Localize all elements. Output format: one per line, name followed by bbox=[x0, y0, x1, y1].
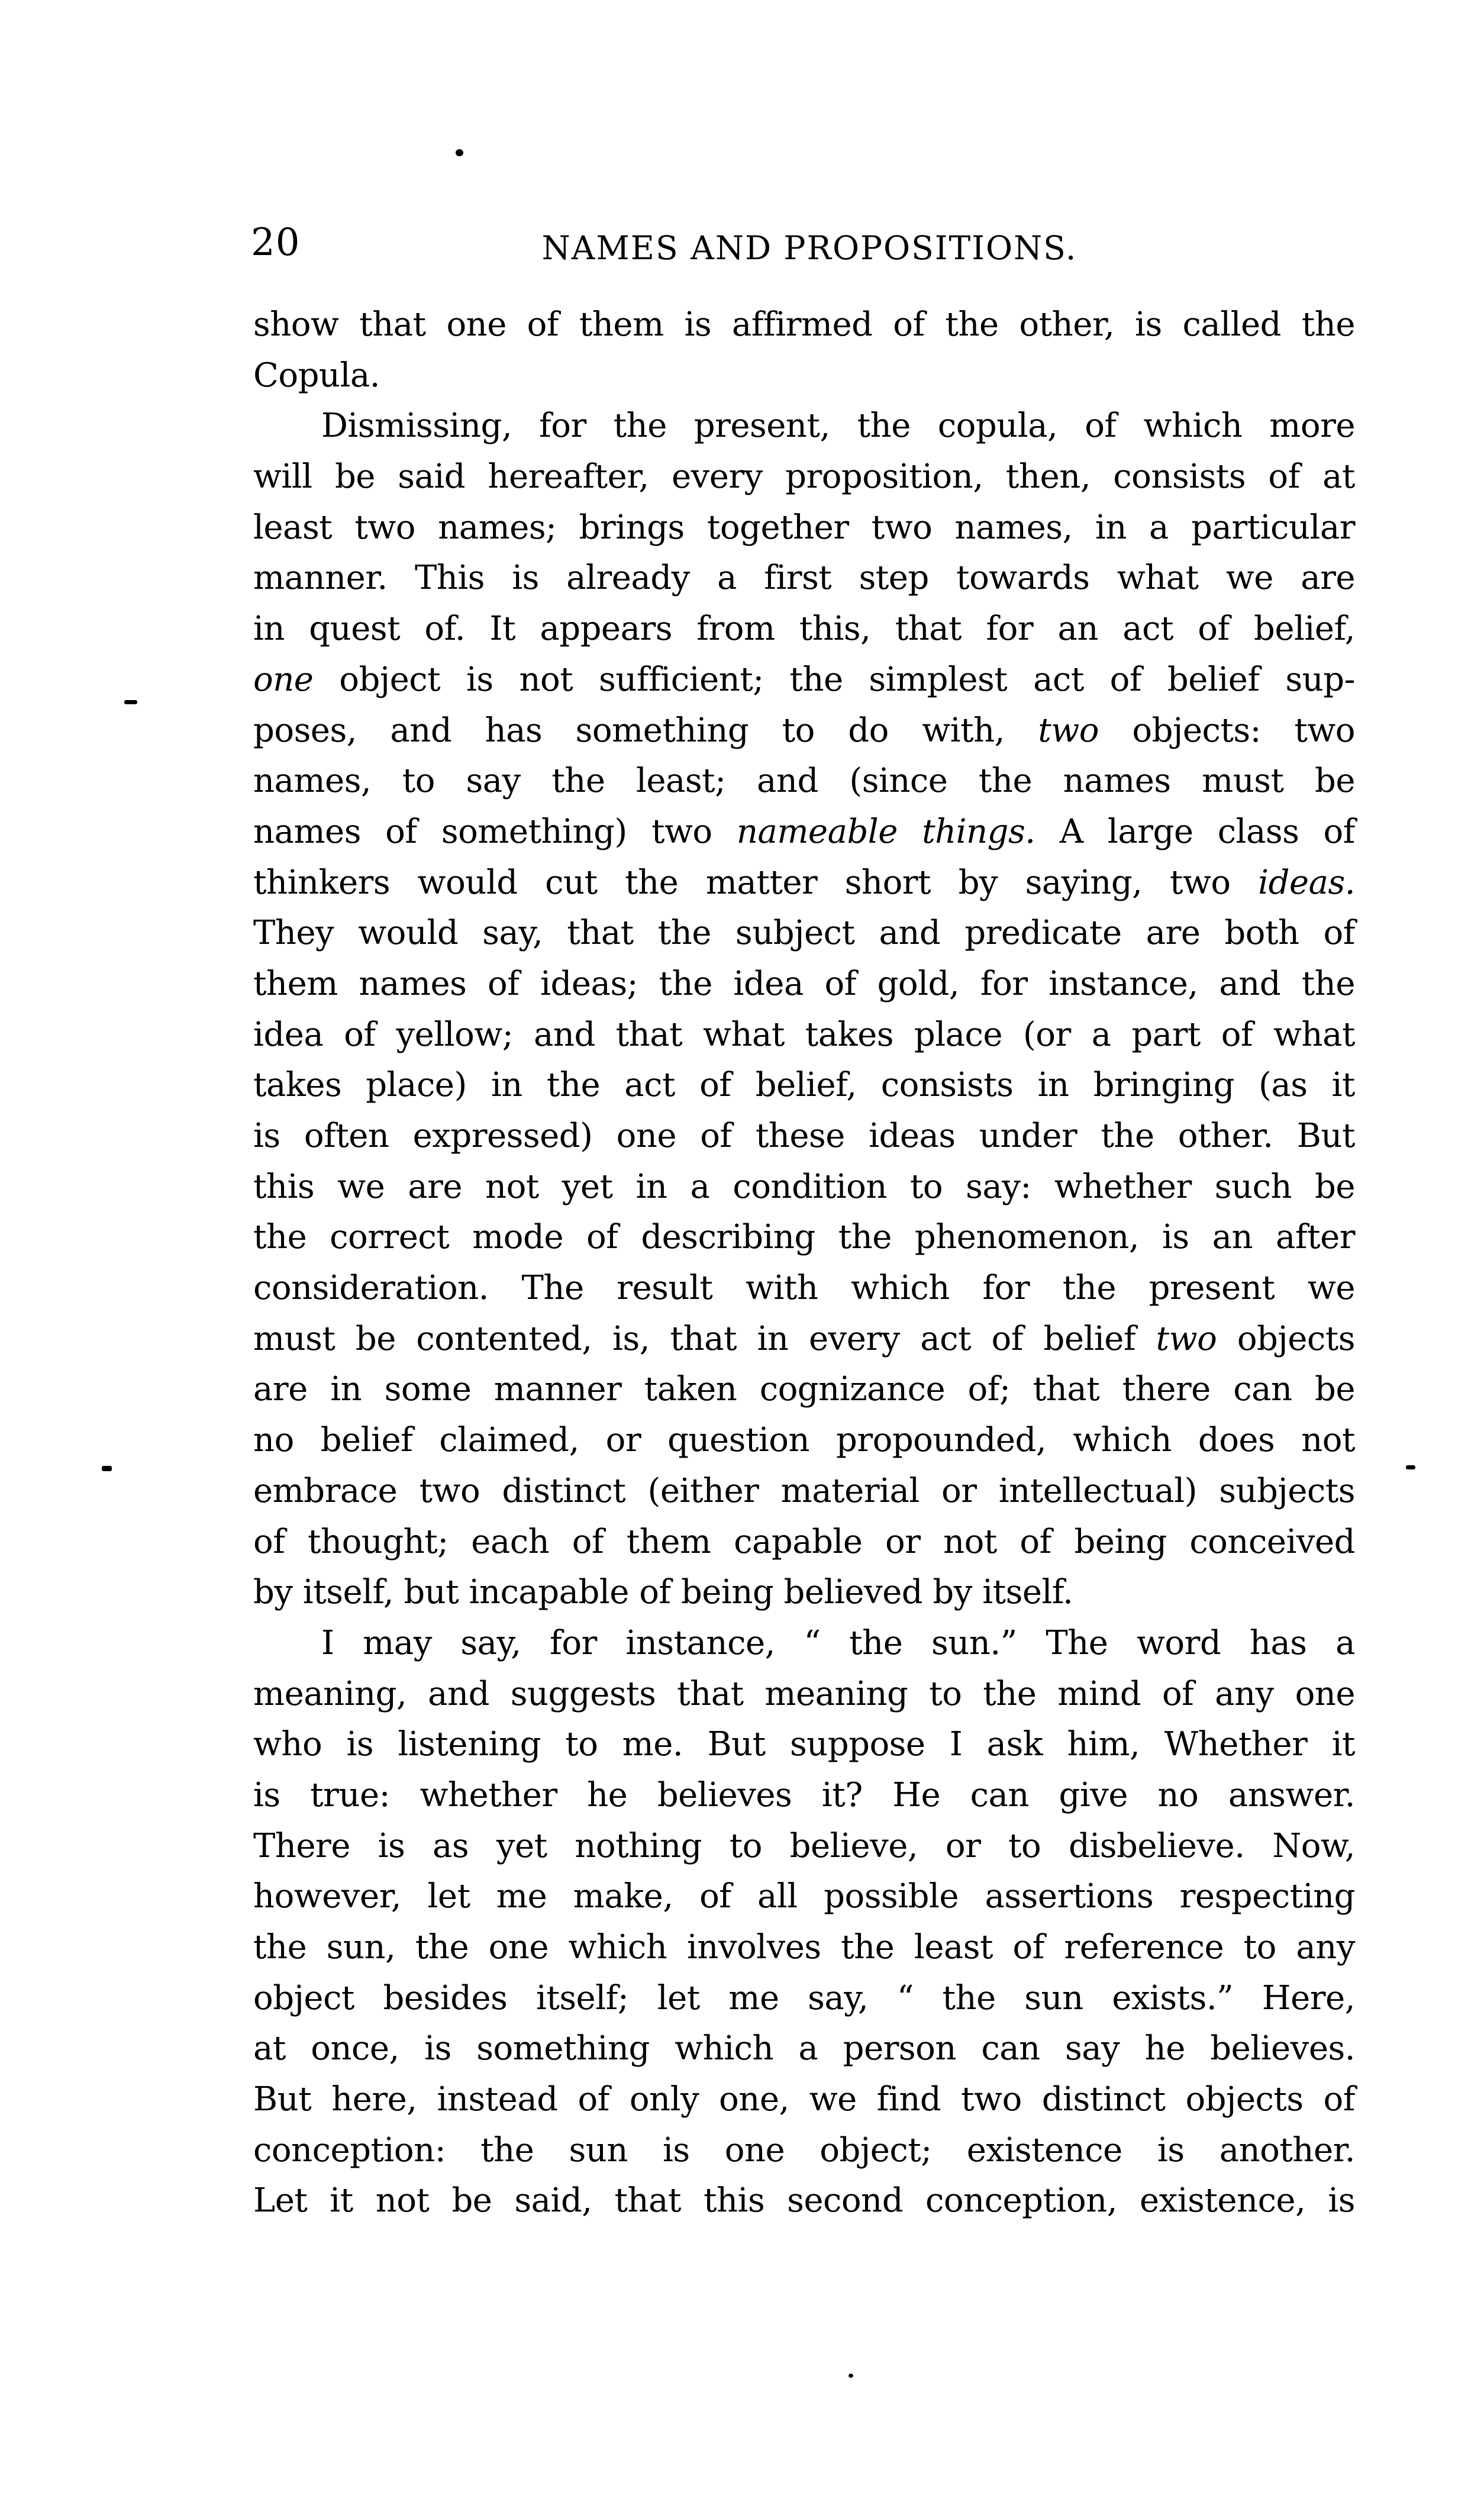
text-line bbox=[253, 1618, 1355, 1669]
italic-text-segment: one bbox=[253, 660, 314, 699]
text-segment: is true: whether he believes it? He can give no answer. bbox=[253, 1775, 1355, 1814]
text-line bbox=[253, 1567, 1355, 1618]
text-segment: embrace two distinct (either material or intellectual) subjects bbox=[253, 1471, 1355, 1510]
italic-text-segment: ideas. bbox=[1258, 863, 1355, 902]
text-line bbox=[253, 1415, 1355, 1466]
text-line bbox=[253, 1111, 1355, 1162]
page-number: 20 bbox=[251, 221, 301, 265]
text-line bbox=[253, 2023, 1355, 2074]
text-segment: They would say, that the subject and predicate are both of bbox=[253, 914, 1355, 953]
italic-text-segment: two bbox=[1156, 1319, 1217, 1358]
text-segment: I may say, for instance, “ the sun.” The word has a bbox=[321, 1623, 1355, 1662]
text-line bbox=[253, 807, 1355, 858]
text-segment: poses, and has something to do with, bbox=[253, 711, 1038, 750]
text-segment: them names of ideas; the idea of gold, for instance, and the bbox=[253, 964, 1355, 1003]
text-line bbox=[253, 299, 1355, 350]
text-line bbox=[253, 908, 1355, 959]
running-head-title: NAMES AND PROPOSITIONS. bbox=[541, 229, 1077, 267]
text-segment: must be contented, is, that in every act of belief bbox=[253, 1319, 1156, 1358]
text-segment: names of something) two bbox=[253, 812, 737, 851]
text-line bbox=[253, 401, 1355, 452]
text-segment: this we are not yet in a condition to say: whether such be bbox=[253, 1167, 1355, 1206]
text-line bbox=[253, 1466, 1355, 1517]
text-line bbox=[253, 1263, 1355, 1314]
text-segment: consideration. The result with which for the present we bbox=[253, 1269, 1355, 1308]
text-segment: who is listening to me. But suppose I ask him, Whether it bbox=[253, 1725, 1355, 1764]
text-segment: thinkers would cut the matter short by saying, two bbox=[253, 863, 1259, 902]
text-segment: are in some manner taken cognizance of; that there can be bbox=[253, 1370, 1355, 1409]
text-segment: object is not sufficient; the simplest act of belief sup- bbox=[313, 660, 1355, 699]
text-segment: of thought; each of them capable or not of being conceived bbox=[253, 1522, 1355, 1561]
text-segment: names, to say the least; and (since the names must be bbox=[253, 762, 1355, 801]
text-segment: the correct mode of describing the phenomenon, is an after bbox=[253, 1218, 1355, 1257]
text-segment: Copula. bbox=[253, 356, 380, 395]
text-line bbox=[253, 604, 1355, 655]
italic-text-segment: two bbox=[1038, 711, 1099, 750]
text-segment: least two names; brings together two names, in a particular bbox=[253, 508, 1355, 547]
text-line bbox=[253, 1669, 1355, 1720]
text-line bbox=[253, 756, 1355, 807]
text-line bbox=[253, 1719, 1355, 1770]
text-line bbox=[253, 1973, 1355, 2024]
italic-text-segment: nameable things. bbox=[736, 812, 1035, 851]
scan-speck bbox=[1406, 1465, 1415, 1469]
text-segment: show that one of them is affirmed of the other, is called the bbox=[253, 305, 1355, 344]
text-segment: is often expressed) one of these ideas under the other. But bbox=[253, 1117, 1355, 1155]
text-segment: at once, is something which a person can say he believes. bbox=[253, 2029, 1355, 2068]
text-segment: the sun, the one which involves the least of reference to any bbox=[253, 1928, 1355, 1967]
text-line bbox=[253, 2074, 1355, 2125]
text-line bbox=[253, 858, 1355, 908]
text-line bbox=[253, 655, 1355, 705]
scan-speck bbox=[102, 1466, 112, 1471]
text-segment: Dismissing, for the present, the copula, of which more bbox=[321, 407, 1355, 446]
text-segment: by itself, but incapable of being believed by itself. bbox=[253, 1573, 1073, 1612]
text-segment: But here, instead of only one, we find two distinct objects of bbox=[253, 2080, 1355, 2119]
scan-speck bbox=[849, 2374, 853, 2378]
text-segment: manner. This is already a first step towards what we are bbox=[253, 559, 1355, 598]
text-line bbox=[253, 1922, 1355, 1973]
text-segment: objects: two bbox=[1099, 711, 1356, 750]
text-line bbox=[253, 1212, 1355, 1263]
text-line bbox=[253, 1517, 1355, 1568]
text-segment: Let it not be said, that this second conception, existence, is bbox=[253, 2181, 1355, 2220]
text-line bbox=[253, 1871, 1355, 1922]
text-segment: takes place) in the act of belief, consists in bringing (as it bbox=[253, 1066, 1355, 1105]
text-segment: A large class of bbox=[1035, 812, 1355, 851]
text-segment: There is as yet nothing to believe, or to disbelieve. Now, bbox=[253, 1826, 1355, 1865]
text-line bbox=[253, 705, 1355, 756]
text-segment: object besides itself; let me say, “ the sun exists.” Here, bbox=[253, 1978, 1355, 2017]
text-line bbox=[253, 502, 1355, 553]
text-segment: in quest of. It appears from this, that for an act of belief, bbox=[253, 610, 1355, 649]
scan-speck bbox=[124, 700, 137, 704]
text-segment: idea of yellow; and that what takes place (or a part of what bbox=[253, 1015, 1355, 1054]
text-segment: will be said hereafter, every proposition, then, consists of at bbox=[253, 457, 1355, 497]
text-line bbox=[253, 1770, 1355, 1821]
text-line bbox=[253, 1364, 1355, 1415]
text-line bbox=[253, 2175, 1355, 2226]
text-line bbox=[253, 1162, 1355, 1213]
text-line bbox=[253, 1821, 1355, 1872]
text-line bbox=[253, 452, 1355, 502]
text-line bbox=[253, 553, 1355, 604]
body-text bbox=[253, 299, 1355, 2226]
text-line bbox=[253, 350, 1355, 401]
text-segment: however, let me make, of all possible assertions respecting bbox=[253, 1877, 1355, 1916]
text-segment: objects bbox=[1217, 1319, 1355, 1358]
text-line bbox=[253, 1010, 1355, 1060]
text-segment: conception: the sun is one object; existence is another. bbox=[253, 2130, 1355, 2169]
text-segment: meaning, and suggests that meaning to the mind of any one bbox=[253, 1674, 1355, 1713]
text-segment: no belief claimed, or question propounded, which does not bbox=[253, 1421, 1355, 1460]
text-line bbox=[253, 959, 1355, 1010]
scan-speck bbox=[456, 149, 463, 156]
text-line bbox=[253, 2125, 1355, 2176]
text-line bbox=[253, 1060, 1355, 1111]
text-line bbox=[253, 1314, 1355, 1365]
